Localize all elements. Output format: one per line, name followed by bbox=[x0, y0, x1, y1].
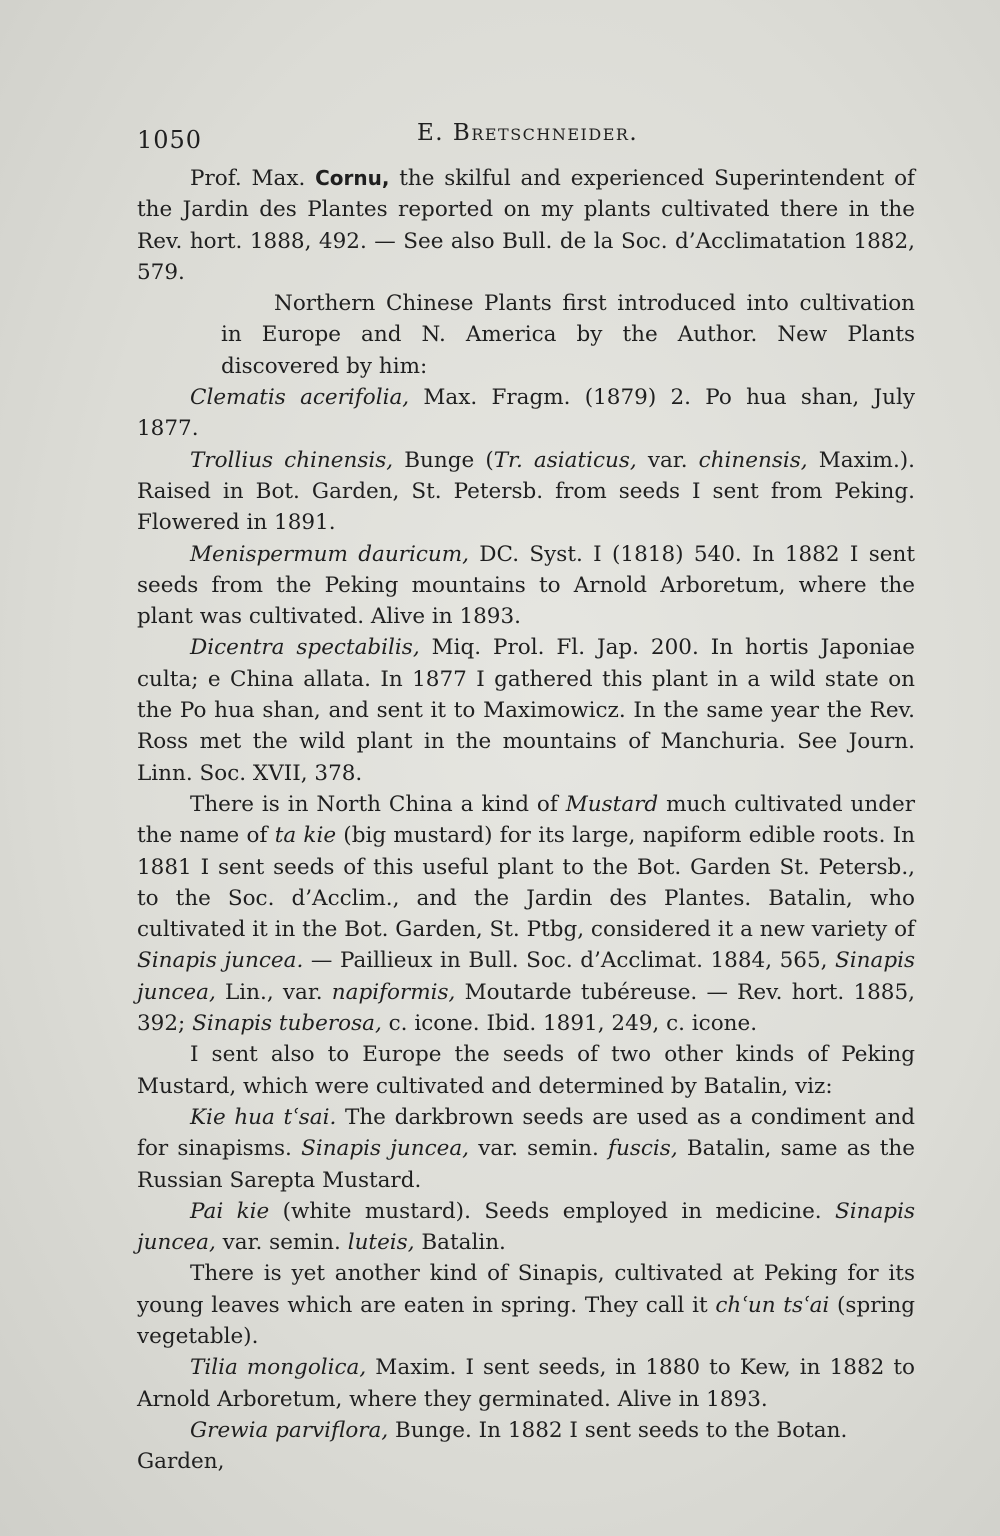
species-name: Trollius chinensis, bbox=[190, 447, 394, 473]
species-name: Dicentra spectabilis, bbox=[190, 635, 420, 661]
paragraph-mustard: There is in North China a kind of Mustard much cultivated under the name of ta kie (big mustard) for its large, napiform edible roots. In 1881 I sent seeds of this useful plant to the Bot. Garden St. Petersb., to the Soc. d’Acclim., and the Jardin des Plantes. Batalin, who cultivated it in the Bot. Garden, St. Ptbg, considered it a new variety of Sinapis juncea. — Paillieux in Bull. Soc. d’Acclimat. 1884, 565, Sinapis juncea, Lin., var. napiformis, Moutarde tubéreuse. — Rev. hort. 1885, 392; Sinapis tuberosa, c. icone. Ibid. 1891, 249, c. icone. bbox=[137, 791, 916, 1037]
page-number: 1050 bbox=[137, 126, 203, 154]
paragraph-kie-hua: Kie hua tʿsai. The darkbrown seeds are used as a condiment and for sinapisms. Sinapis juncea, var. semin. fuscis, Batalin, same as the Russian Sarepta Mustard. bbox=[137, 1104, 916, 1193]
paragraph-dicentra: Dicentra spectabilis, Miq. Prol. Fl. Jap. 200. In hortis Japoniae culta; e China allata. In 1877 I gathered this plant in a wild state on the Po hua shan, and sent it to Maximowicz. In the same year the Rev. Ross met the wild plant in the mountains of Manchuria. See Journ. Linn. Soc. XVII, 378. bbox=[137, 635, 915, 786]
paragraph-tilia: Tilia mongolica, Maxim. I sent seeds, in 1880 to Kew, in 1882 to Arnold Arboretum, where they germinated. Alive in 1893. bbox=[137, 1355, 916, 1412]
species-name: Tilia mongolica, bbox=[190, 1355, 367, 1381]
paragraph-peking-mustard: I sent also to Europe the seeds of two other kinds of Peking Mustard, which were cultivated and determined by Batalin, viz: bbox=[137, 1042, 915, 1099]
paragraph-trollius: Trollius chinensis, Bunge (Tr. asiaticus, var. chinensis, Maxim.). Raised in Bot. Garden, St. Petersb. from seeds I sent from Peking. Flowered in 1891. bbox=[137, 447, 916, 536]
paragraph-clematis: Clematis acerifolia, Max. Fragm. (1879) 2. Po hua shan, July 1877. bbox=[137, 385, 915, 442]
paragraph-grewia: Grewia parviflora, Bunge. In 1882 I sent seeds to the Botan. Garden, bbox=[137, 1417, 848, 1475]
species-name: Clematis acerifolia, bbox=[190, 385, 410, 411]
paragraph-pai-kie: Pai kie (white mustard). Seeds employed in medicine. Sinapis juncea, var. semin. luteis, Batalin. bbox=[137, 1198, 915, 1256]
running-head: E. Bretschneider. bbox=[417, 120, 639, 146]
page-body bbox=[137, 163, 915, 1477]
paragraph-menispermum: Menispermum dauricum, DC. Syst. I (1818) 540. In 1882 I sent seeds from the Peking mountains to Arnold Arboretum, where the plant was cultivated. Alive in 1893. bbox=[137, 541, 915, 630]
paragraph-sinapis: There is yet another kind of Sinapis, cultivated at Peking for its young leaves which are eaten in spring. They call it chʿun tsʿai (spring vegetable). bbox=[137, 1261, 915, 1349]
name-cornu: Cornu, bbox=[315, 166, 390, 190]
section-heading: Northern Chinese Plants first introduced into cultivation in Europe and N. America by the Author. New Plants discovered by him: bbox=[221, 291, 915, 379]
page-header bbox=[137, 120, 920, 160]
paragraph-cornu: Prof. Max. Cornu, the skilful and experienced Superintendent of the Jardin des Plantes reported on my plants cultivated there in the Rev. hort. 1888, 492. — See also Bull. de la Soc. d’Acclimatation 1882, 579. bbox=[137, 166, 915, 285]
species-name: Grewia parviflora, bbox=[190, 1417, 389, 1443]
species-name: Menispermum dauricum, bbox=[190, 541, 469, 567]
